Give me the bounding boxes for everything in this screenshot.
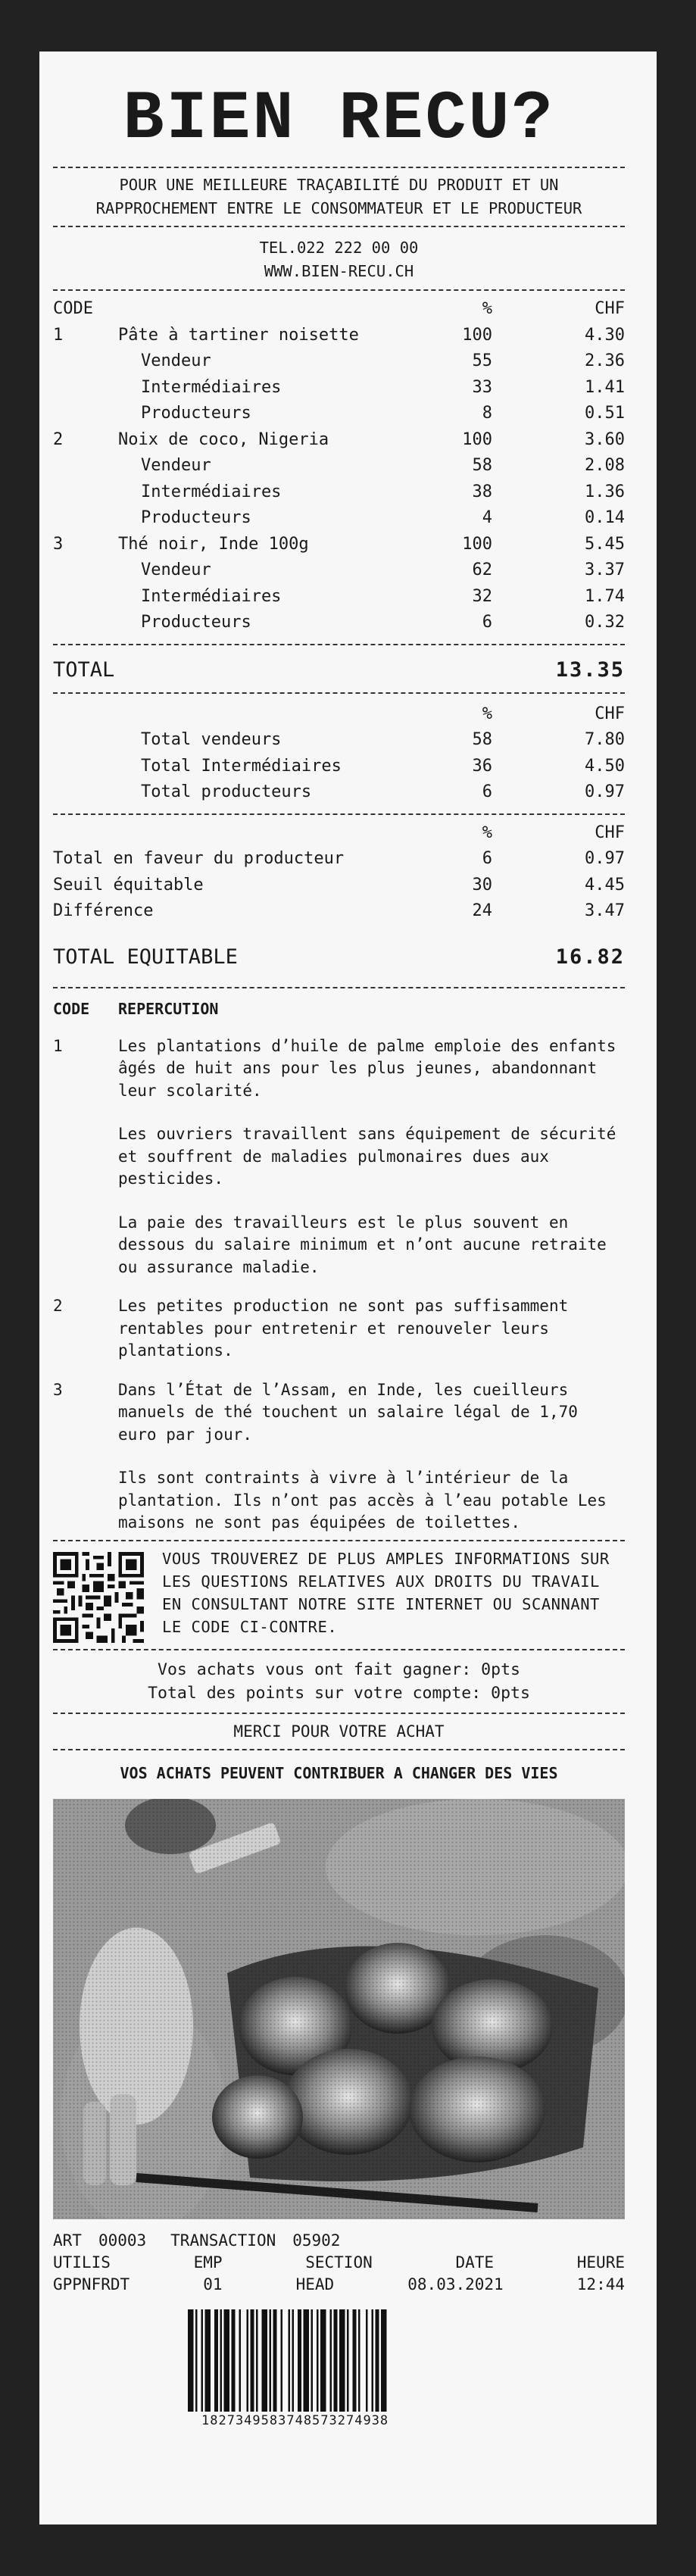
table-row [53, 505, 625, 532]
barcode-bar [317, 2309, 319, 2412]
item-chf: 3.60 [585, 429, 625, 449]
points-block [53, 1658, 625, 1705]
barcode-bar [224, 2309, 230, 2412]
points-earned: Vos achats vous ont fait gagner: 0pts [158, 1660, 520, 1679]
heure-label: HEURE [576, 2253, 625, 2272]
item-label: Thé noir, Inde 100g [118, 534, 309, 554]
transaction-label: TRANSACTION [170, 2231, 276, 2250]
barcode-bar [358, 2309, 360, 2412]
item-pct: 100 [462, 429, 492, 449]
table-row [53, 610, 625, 636]
barcode-bar [304, 2309, 310, 2412]
barcode-bar [251, 2309, 254, 2412]
summary-label: Total vendeurs [141, 730, 282, 749]
barcode-bar [205, 2309, 211, 2412]
utilis-label: UTILIS [53, 2253, 111, 2272]
fair-label: Total en faveur du producteur [53, 849, 345, 868]
item-2 [53, 427, 625, 532]
sub-pct: 4 [482, 508, 492, 527]
header-repercution: REPERCUTION [118, 999, 219, 1018]
table-row [53, 479, 625, 506]
summary-header [53, 701, 625, 728]
barcode-bar [353, 2309, 357, 2412]
sub-label: Vendeur [141, 560, 211, 579]
barcode-bar [247, 2309, 249, 2412]
sub-pct: 32 [472, 586, 492, 606]
fair-header [53, 820, 625, 847]
repercussion-text: Les ouvriers travaillent sans équipement de sécurité et souffrent de maladies pulmonaires dues aux pesticides. [118, 1125, 616, 1188]
total-equitable-label: TOTAL EQUITABLE [53, 945, 238, 969]
sub-label: Producteurs [141, 508, 251, 527]
fair-label: Différence [53, 901, 154, 920]
item-code: 1 [53, 1036, 63, 1055]
barcode-bar [381, 2309, 387, 2412]
item-code: 3 [53, 1380, 63, 1399]
barcode-bar [270, 2309, 272, 2412]
barcode-bar [220, 2309, 223, 2412]
table-row [53, 401, 625, 427]
header-pct: % [482, 823, 492, 842]
summary-row [53, 727, 625, 754]
divider [53, 1649, 625, 1650]
sub-chf: 0.51 [585, 404, 625, 423]
sub-chf: 2.36 [585, 351, 625, 370]
item-code: 1 [53, 325, 64, 345]
total-label: TOTAL [53, 657, 115, 682]
meta-values-row [53, 2274, 625, 2296]
item-label: Noix de coco, Nigeria [118, 429, 329, 449]
barcode-icon [188, 2309, 454, 2412]
table-row [53, 453, 625, 479]
sub-chf: 3.37 [585, 560, 625, 579]
barcode [188, 2309, 454, 2428]
summary-pct: 6 [482, 782, 492, 801]
points-total: Total des points sur votre compte: 0pts [148, 1683, 530, 1703]
divider [53, 644, 625, 645]
header-chf: CHF [595, 299, 625, 318]
barcode-bar [214, 2309, 218, 2412]
summary-chf: 0.97 [585, 782, 625, 801]
repercussion-text: La paie des travailleurs est le plus souvent en dessous du salaire minimum et n’ont aucune retraite ou assurance maladie. [118, 1213, 607, 1276]
section-label: SECTION [305, 2253, 373, 2272]
barcode-number: 18273495837485732749​38 [201, 2412, 389, 2428]
fair-row [53, 846, 625, 873]
sub-pct: 8 [482, 404, 492, 423]
total-equitable-value: 16.82 [555, 945, 625, 969]
item-1 [53, 323, 625, 427]
fair-pct: 30 [472, 875, 492, 895]
thanks-text: MERCI POUR VOTRE ACHAT [233, 1722, 445, 1741]
divider [53, 813, 625, 815]
barcode-bar [347, 2309, 349, 2412]
sub-pct: 58 [472, 456, 492, 475]
qr-code-icon[interactable] [53, 1552, 144, 1643]
emp-value: 01 [203, 2275, 223, 2293]
table-row [53, 584, 625, 610]
divider [53, 1749, 625, 1750]
barcode-bar [334, 2309, 338, 2412]
receipt-title: BIEN RECU? [123, 81, 555, 158]
fair-pct: 24 [472, 901, 492, 920]
date-label: DATE [455, 2253, 495, 2272]
repercussion-header [53, 996, 625, 1022]
barcode-bar [273, 2309, 277, 2412]
barcode-bar [311, 2309, 314, 2412]
barcode-bar [320, 2309, 326, 2412]
fair-chf: 0.97 [585, 849, 625, 868]
sub-chf: 1.36 [585, 482, 625, 501]
sub-label: Producteurs [141, 613, 251, 632]
divider [53, 1713, 625, 1714]
total-value: 13.35 [555, 657, 625, 682]
table-row [53, 557, 625, 584]
fair-chf: 3.47 [585, 901, 625, 920]
divider [53, 692, 625, 694]
header-pct: % [482, 704, 492, 723]
repercussion-text: Dans l’État de l’Assam, en Inde, les cueilleurs manuels de thé touchent un salaire légal de 1,70 euro par jour. [118, 1380, 578, 1444]
table-row [53, 323, 625, 349]
barcode-bar [339, 2309, 345, 2412]
sub-pct: 38 [472, 482, 492, 501]
art-row [53, 2230, 625, 2252]
summary-pct: 36 [472, 756, 492, 776]
intro-line-1: POUR UNE MEILLEURE TRAÇABILITÉ DU PRODUIT ET UN [119, 176, 559, 194]
sub-pct: 55 [472, 351, 492, 370]
divider [53, 987, 625, 988]
art-value: 00003 [98, 2231, 147, 2250]
sub-chf: 1.74 [585, 586, 625, 606]
repercussion-text: Ils sont contraints à vivre à l’intérieur de la plantation. Ils n’ont pas accès à l’eau potable Les maisons ne sont pas équipées de toilettes. [118, 1469, 607, 1532]
info-text: VOUS TROUVEREZ DE PLUS AMPLES INFORMATIONS SUR LES QUESTIONS RELATIVES AUX DROITS DU TRAVAIL EN CONSULTANT NOTRE SITE INTERNET OU SCANNANT LE CODE CI-CONTRE. [162, 1549, 610, 1636]
info-block [53, 1547, 625, 1643]
sub-label: Intermédiaires [141, 377, 282, 397]
sub-pct: 62 [472, 560, 492, 579]
repercussion-text: Les plantations d’huile de palme emploie des enfants âgés de huit ans pour les plus jeunes, abandonnant leur scolarité. [118, 1036, 616, 1100]
repercussion-text: Les petites production ne sont pas suffisamment rentables pour entretenir et renouveler leurs plantations. [118, 1297, 569, 1360]
item-code: 3 [53, 534, 64, 554]
slogan-text: VOS ACHATS PEUVENT CONTRIBUER A CHANGER DES VIES [120, 1763, 558, 1782]
item-code: 2 [53, 429, 64, 449]
transaction-value: 05902 [292, 2231, 341, 2250]
intro-text [53, 173, 625, 220]
divider [53, 289, 625, 291]
summary-label: Total Intermédiaires [141, 756, 342, 776]
divider [53, 226, 625, 227]
transaction-block [53, 2230, 625, 2296]
website: WWW.BIEN-RECU.CH [264, 262, 414, 280]
receipt-paper [39, 52, 657, 2524]
barcode-bar [281, 2309, 283, 2412]
barcode-bar [330, 2309, 332, 2412]
summary-label: Total producteurs [141, 782, 312, 801]
total-row [53, 656, 625, 685]
item-3 [53, 532, 625, 636]
item-label: Pâte à tartiner noisette [118, 325, 359, 345]
repercussion-item [53, 1295, 625, 1363]
item-chf: 5.45 [585, 534, 625, 554]
fair-label: Seuil équitable [53, 875, 204, 895]
total-equitable-row [53, 943, 625, 972]
fair-row [53, 898, 625, 925]
summary-chf: 4.50 [585, 756, 625, 776]
sub-label: Vendeur [141, 351, 211, 370]
header-chf: CHF [595, 704, 625, 723]
fair-chf: 4.45 [585, 875, 625, 895]
item-code: 2 [53, 1297, 63, 1315]
section-value: HEAD [295, 2275, 335, 2293]
header-pct: % [482, 299, 492, 318]
date-value: 08.03.2021 [407, 2275, 504, 2293]
barcode-bar [376, 2309, 379, 2412]
header-code: CODE [53, 299, 93, 318]
fair-pct: 6 [482, 849, 492, 868]
barcode-bar [262, 2309, 268, 2412]
table-row [53, 532, 625, 558]
plantation-photo [53, 1799, 625, 2219]
sub-pct: 6 [482, 613, 492, 632]
emp-label: EMP [193, 2253, 223, 2272]
item-pct: 100 [462, 534, 492, 554]
summary-row [53, 779, 625, 806]
barcode-bar [292, 2309, 295, 2412]
phone-number: TEL.022 222 00 00 [259, 239, 419, 257]
heure-value: 12:44 [576, 2275, 625, 2293]
barcode-bar [201, 2309, 204, 2412]
fair-row [53, 873, 625, 899]
barcode-bar [239, 2309, 242, 2412]
repercussion-item [53, 1035, 625, 1279]
sub-chf: 2.08 [585, 456, 625, 475]
barcode-bar [232, 2309, 236, 2412]
sub-pct: 33 [472, 377, 492, 397]
barcode-bar [298, 2309, 301, 2412]
sub-chf: 0.14 [585, 508, 625, 527]
sub-chf: 1.41 [585, 377, 625, 397]
sub-chf: 0.32 [585, 613, 625, 632]
barcode-bar [188, 2309, 194, 2412]
barcode-bar [195, 2309, 198, 2412]
item-chf: 4.30 [585, 325, 625, 345]
summary-chf: 7.80 [585, 730, 625, 749]
table-row [53, 348, 625, 375]
sub-label: Intermédiaires [141, 586, 282, 606]
barcode-bar [289, 2309, 291, 2412]
summary-row [53, 754, 625, 780]
divider [53, 1540, 625, 1541]
meta-labels-row [53, 2252, 625, 2274]
sub-label: Vendeur [141, 456, 211, 475]
summary-pct: 58 [472, 730, 492, 749]
intro-line-2: RAPPROCHEMENT ENTRE LE CONSOMMATEUR ET LE PRODUCTEUR [95, 199, 582, 217]
sub-label: Producteurs [141, 404, 251, 423]
item-pct: 100 [462, 325, 492, 345]
header-chf: CHF [595, 823, 625, 842]
divider [53, 167, 625, 168]
contact-block [53, 236, 625, 283]
header-code: CODE [53, 999, 90, 1018]
barcode-bar [256, 2309, 258, 2412]
sub-label: Intermédiaires [141, 482, 282, 501]
barcode-bar [372, 2309, 374, 2412]
repercussion-item [53, 1379, 625, 1535]
table-header [53, 296, 625, 323]
utilis-value: GPPNFRDT [53, 2275, 130, 2293]
table-row [53, 427, 625, 454]
table-row [53, 375, 625, 401]
barcode-bar [366, 2309, 368, 2412]
art-label: ART [53, 2231, 82, 2250]
